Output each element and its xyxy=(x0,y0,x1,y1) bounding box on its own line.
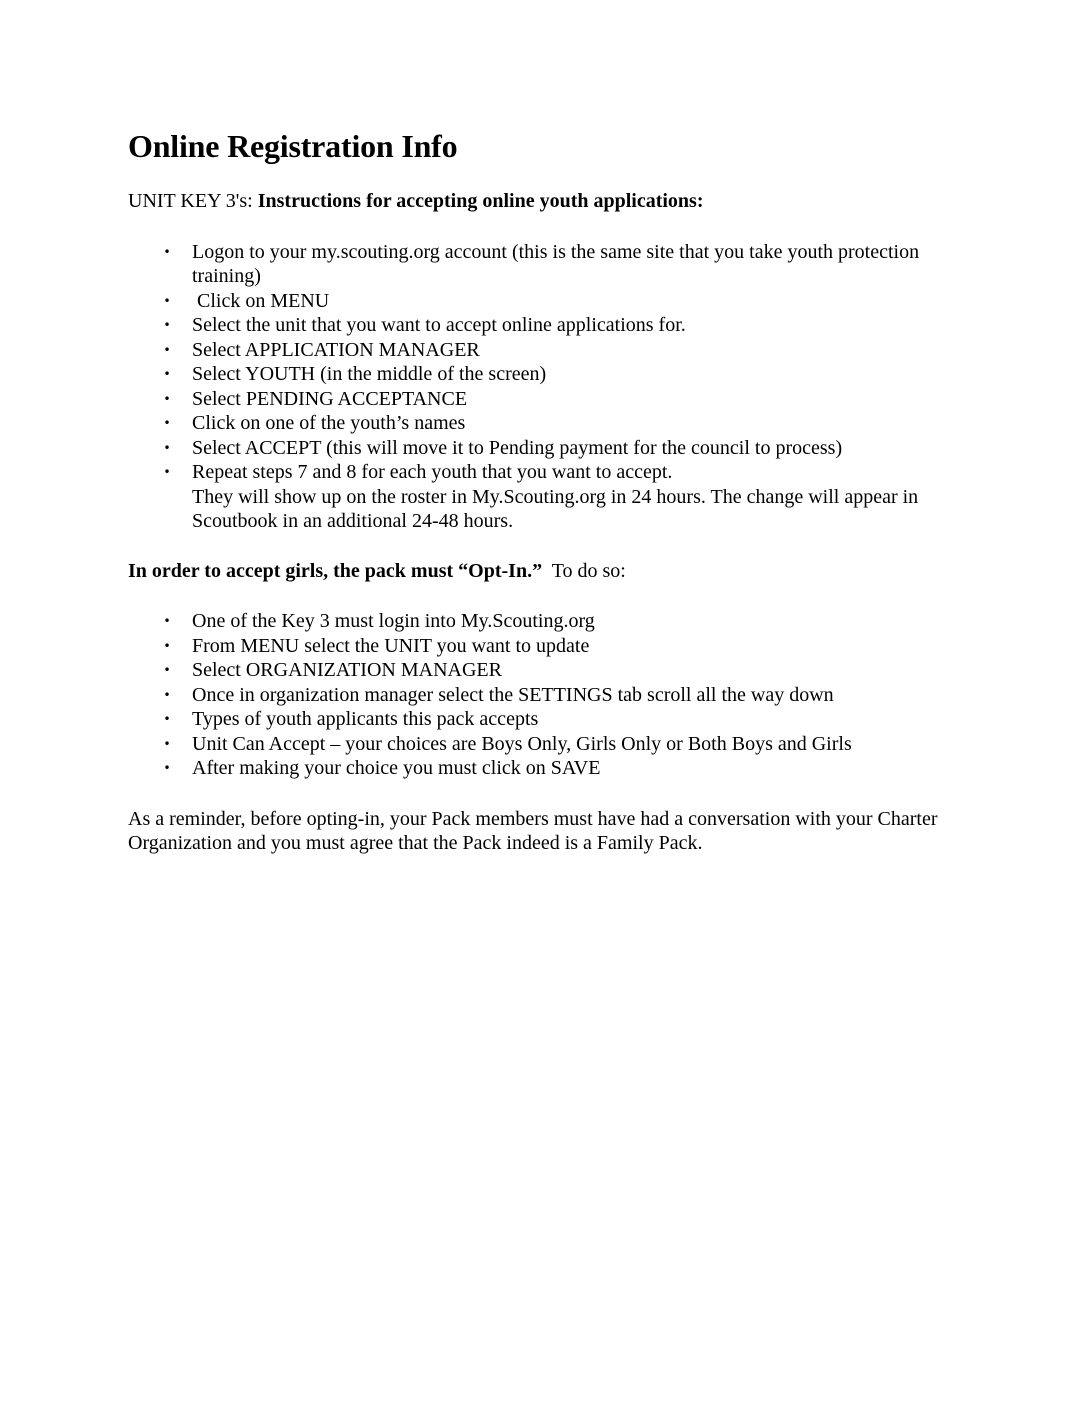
bullet-icon: • xyxy=(163,736,171,751)
bullet-icon: • xyxy=(163,367,171,381)
list-item xyxy=(128,411,988,436)
list-item-text: Repeat steps 7 and 8 for each youth that you want to accept. xyxy=(192,461,673,483)
list-item xyxy=(128,683,988,708)
bullet-icon: • xyxy=(163,761,171,775)
bullet-icon: • xyxy=(163,687,171,702)
reminder-paragraph: As a reminder, before opting-in, your Pack members must have had a conversation with your Charter Organization and you must agree that the Pack indeed is a Family Pack. xyxy=(128,807,938,854)
list-item-text: Types of youth applicants this pack accepts xyxy=(192,708,539,730)
list-item xyxy=(128,313,988,338)
list-item-text: After making your choice you must click on SAVE xyxy=(192,757,601,779)
bullet-icon: • xyxy=(163,663,171,677)
section1-intro-heading: Instructions for accepting online youth applications: xyxy=(257,190,704,212)
list-item xyxy=(128,609,988,634)
section2-intro-heading: In order to accept girls, the pack must “Opt-In.” xyxy=(128,559,543,582)
bullet-icon: • xyxy=(163,318,171,332)
section1-intro xyxy=(128,189,988,214)
document-content xyxy=(128,126,988,856)
bullet-icon: • xyxy=(163,244,171,259)
list-item-text: From MENU select the UNIT you want to update xyxy=(192,634,590,657)
section2-intro xyxy=(128,559,988,584)
page-title: Online Registration Info xyxy=(128,128,458,164)
bullet-icon: • xyxy=(163,614,171,628)
bullet-icon: • xyxy=(163,416,171,430)
list-item xyxy=(128,460,988,534)
section1-intro-prefix: UNIT KEY 3's: xyxy=(128,190,258,212)
section2-intro-rest: To do so: xyxy=(542,559,626,582)
list-item xyxy=(128,362,988,387)
list-item-text: Select ORGANIZATION MANAGER xyxy=(192,659,502,681)
bullet-icon: • xyxy=(163,465,171,479)
list-item-text: One of the Key 3 must login into My.Scouting.org xyxy=(192,610,595,632)
list-item-text: Select APPLICATION MANAGER xyxy=(192,338,480,361)
bullet-icon: • xyxy=(163,638,171,653)
list-item xyxy=(128,240,988,289)
list-item xyxy=(128,732,988,757)
bullet-icon: • xyxy=(163,440,171,455)
list-item-continuation: They will show up on the roster in My.Scouting.org in 24 hours. The change will appear in Scoutbook in an additional 24-48 hours. xyxy=(192,485,919,532)
list-item-text: Select the unit that you want to accept online applications for. xyxy=(192,314,686,336)
list-item xyxy=(128,436,988,461)
list-item-text: Unit Can Accept – your choices are Boys Only, Girls Only or Both Boys and Girls xyxy=(192,732,852,755)
list-item-text: Select YOUTH (in the middle of the screen) xyxy=(192,363,547,385)
list-item xyxy=(128,289,988,314)
bullet-icon: • xyxy=(163,293,171,308)
list-item-text: Once in organization manager select the SETTINGS tab scroll all the way down xyxy=(192,683,834,706)
list-item xyxy=(128,756,988,781)
bullet-icon: • xyxy=(163,391,171,406)
list-item xyxy=(128,387,988,412)
list-item-text: Logon to your my.scouting.org account (this is the same site that you take youth protection training) xyxy=(192,240,920,287)
list-item-text: Select ACCEPT (this will move it to Pending payment for the council to process) xyxy=(192,436,843,459)
list-item xyxy=(128,634,988,659)
bullet-icon: • xyxy=(163,342,171,357)
list-item xyxy=(128,707,988,732)
list-item-text: Click on MENU xyxy=(192,289,330,312)
bullet-icon: • xyxy=(163,712,171,726)
list-item-text: Click on one of the youth’s names xyxy=(192,412,466,434)
list-item xyxy=(128,658,988,683)
opt-in-steps xyxy=(128,609,988,781)
list-item-text: Select PENDING ACCEPTANCE xyxy=(192,387,468,410)
accept-applications-steps xyxy=(128,240,988,534)
list-item xyxy=(128,338,988,363)
